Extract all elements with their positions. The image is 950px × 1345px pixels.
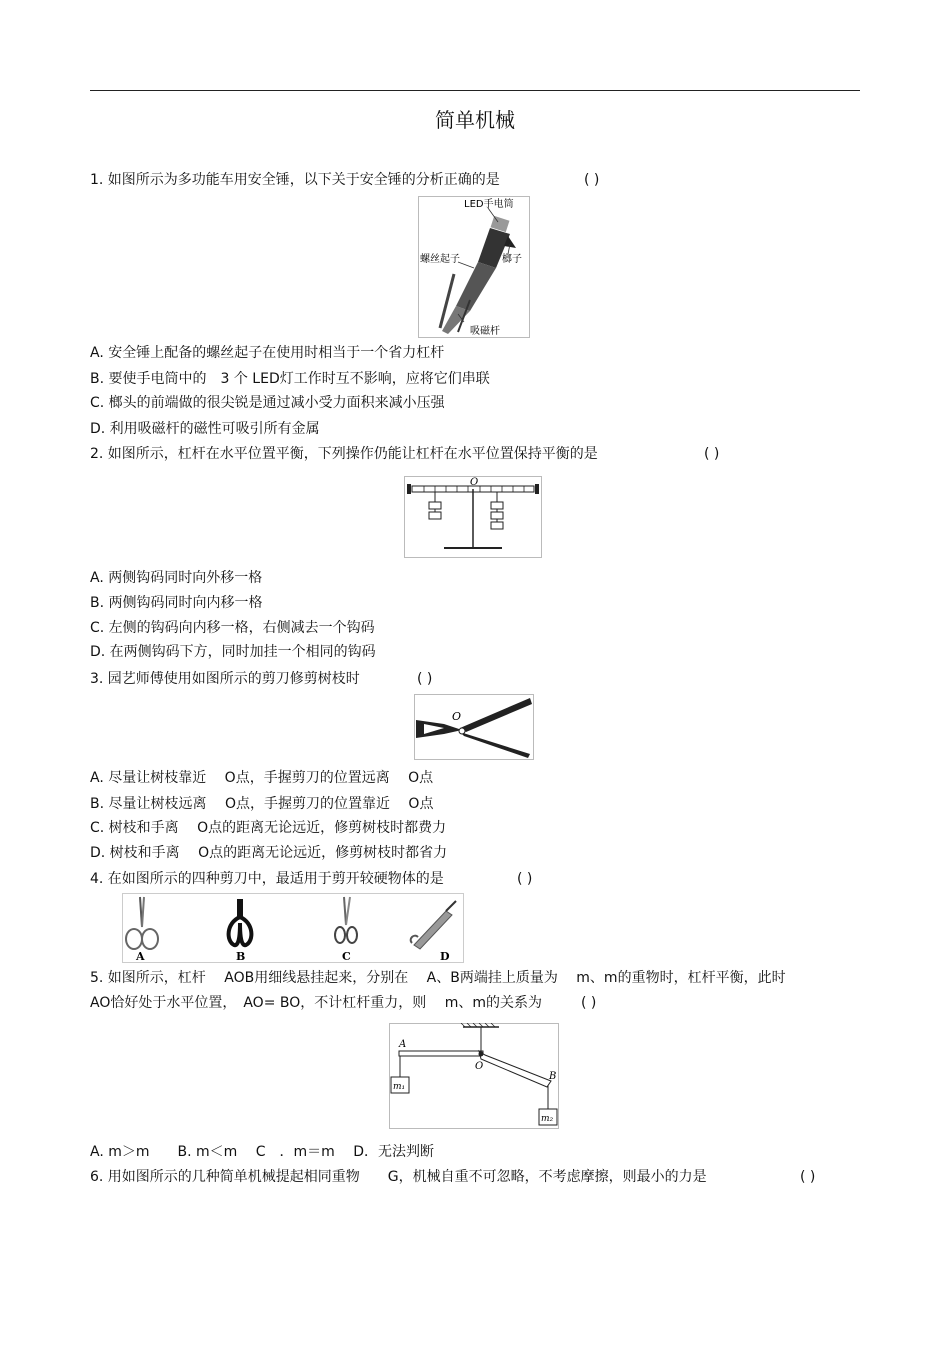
- label-mass-m2: m₂: [541, 1114, 554, 1124]
- question-3-answer-paren: ( ): [417, 671, 433, 687]
- label-scissors-a: A: [136, 950, 145, 963]
- question-6-answer-paren: ( ): [800, 1169, 816, 1185]
- question-3-option-c: C. 树枝和手离 O点的距离无论远近，修剪树枝时都费力: [90, 820, 447, 836]
- pruning-shears-figure: [414, 694, 534, 760]
- label-scissors-b: B: [236, 950, 246, 963]
- question-2-option-d: D. 在两侧钩码下方，同时加挂一个相同的钩码: [90, 644, 376, 660]
- question-1-option-d: D. 利用吸磁杆的磁性可吸引所有金属: [90, 421, 320, 437]
- label-magnetic-rod: 吸磁杆: [470, 326, 500, 337]
- top-rule: [90, 90, 860, 91]
- question-2-stem: 2. 如图所示，杠杆在水平位置平衡，下列操作仍能让杠杆在水平位置保持平衡的是: [90, 446, 598, 462]
- label-mass-m1: m₁: [393, 1082, 406, 1092]
- four-scissors-figure: [122, 893, 464, 963]
- question-2-answer-paren: ( ): [704, 446, 720, 462]
- question-3-option-b: B. 尽量让树枝远离 O点，手握剪刀的位置靠近 O点: [90, 796, 434, 812]
- question-2-option-a: A. 两侧钩码同时向外移一格: [90, 570, 263, 586]
- page-title: 简单机械: [435, 108, 515, 132]
- question-4-answer-paren: ( ): [517, 871, 533, 887]
- question-3-option-a: A. 尽量让树枝靠近 O点，手握剪刀的位置远离 O点: [90, 770, 434, 786]
- safety-hammer-figure: [418, 196, 530, 338]
- question-1-option-c: C. 榔头的前端做的很尖锐是通过减小受力面积来减小压强: [90, 395, 445, 411]
- question-1-option-b: B. 要使手电筒中的 3 个 LED灯工作时互不影响，应将它们串联: [90, 371, 490, 387]
- label-scissors-d: D: [440, 950, 450, 963]
- label-end-b: B: [549, 1071, 557, 1082]
- label-pivot-o: O: [452, 710, 462, 723]
- question-1-answer-paren: ( ): [584, 172, 600, 188]
- question-4-stem: 4. 在如图所示的四种剪刀中，最适用于剪开较硬物体的是: [90, 871, 444, 887]
- label-screwdriver: 螺丝起子: [420, 254, 460, 265]
- label-led-flashlight: LED手电筒: [464, 199, 514, 210]
- question-2-option-c: C. 左侧的钩码向内移一格，右侧减去一个钩码: [90, 620, 375, 636]
- label-hammer-head: 榔子: [502, 254, 522, 265]
- label-pivot-o: O: [475, 1061, 484, 1072]
- label-pivot-o: O: [470, 477, 479, 488]
- question-5-answer-paren: ( ): [581, 995, 597, 1011]
- question-5-stem-line-2: AO恰好处于水平位置， AO= BO，不计杠杆重力，则 m、m的关系为: [90, 995, 542, 1011]
- bent-lever-figure: [389, 1023, 559, 1129]
- question-5-options: A. m＞m B. m＜m C ．m＝m D．无法判断: [90, 1144, 435, 1160]
- lever-balance-figure: [404, 476, 542, 558]
- label-scissors-c: C: [342, 950, 351, 963]
- question-1-option-a: A. 安全锤上配备的螺丝起子在使用时相当于一个省力杠杆: [90, 345, 445, 361]
- question-3-option-d: D. 树枝和手离 O点的距离无论远近，修剪树枝时都省力: [90, 845, 448, 861]
- question-3-stem: 3. 园艺师傅使用如图所示的剪刀修剪树枝时: [90, 671, 360, 687]
- question-1-stem: 1. 如图所示为多功能车用安全锤，以下关于安全锤的分析正确的是: [90, 172, 500, 188]
- question-5-stem-line-1: 5. 如图所示，杠杆 AOB用细线悬挂起来，分别在 A、B两端挂上质量为 m、m的重物时，杠杆平衡，此时: [90, 970, 786, 986]
- question-6-stem: 6. 用如图所示的几种简单机械提起相同重物 G，机械自重不可忽略，不考虑摩擦，则最小的力是: [90, 1169, 707, 1185]
- question-2-option-b: B. 两侧钩码同时向内移一格: [90, 595, 263, 611]
- label-end-a: A: [399, 1039, 407, 1050]
